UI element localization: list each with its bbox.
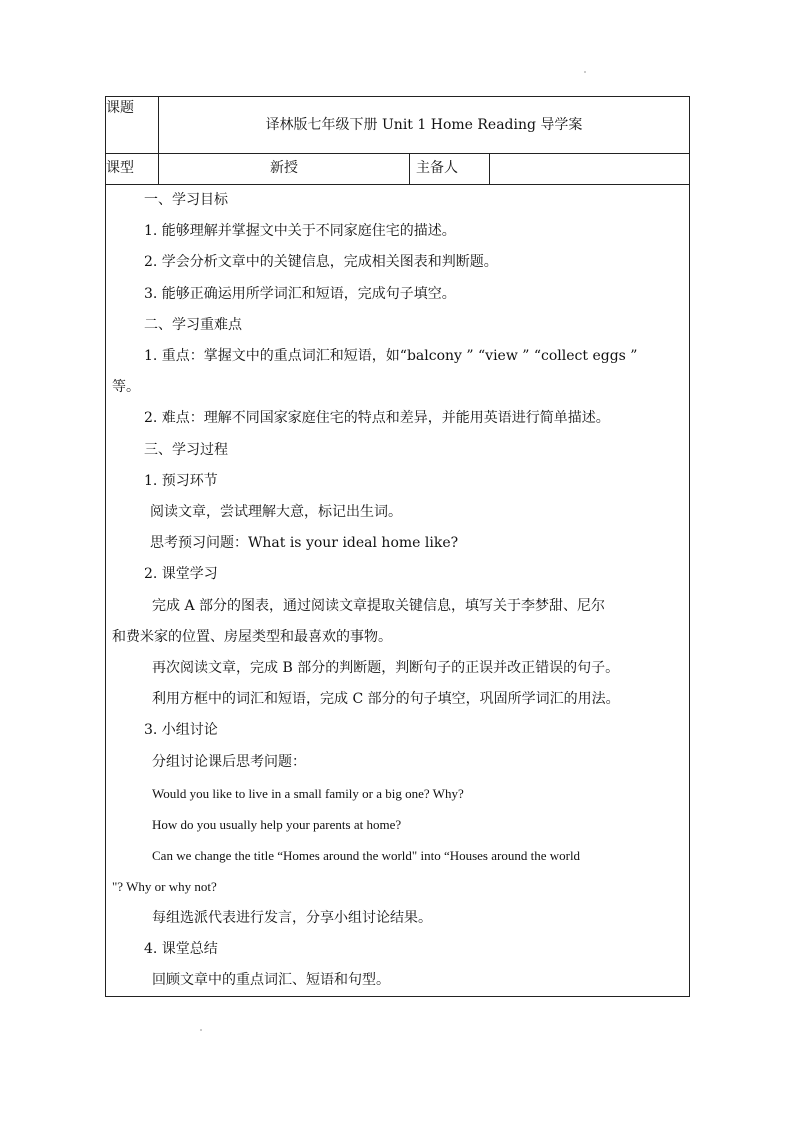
discussion-intro: 分组讨论课后思考问题： (152, 753, 306, 770)
step-heading-discussion: 3. 小组讨论 (144, 722, 218, 739)
class-task-a: 完成 A 部分的图表，通过阅读文章提取关键信息，填写关于李梦甜、尼尔 (152, 597, 606, 614)
class-task-b: 再次阅读文章，完成 B 部分的判断题，判断句子的正误并改正错误的句子。 (152, 660, 620, 677)
class-task-a-cont: 和费米家的位置、房屋类型和最喜欢的事物。 (112, 628, 392, 645)
type-label: 课型 (106, 154, 159, 185)
step-heading-summary: 4. 课堂总结 (144, 940, 218, 957)
discussion-end: 每组选派代表进行发言，分享小组讨论结果。 (152, 909, 432, 926)
scan-speck (584, 71, 586, 73)
content-cell (106, 185, 690, 997)
summary-text: 回顾文章中的重点词汇、短语和句型。 (152, 972, 390, 989)
discussion-question: Can we change the title “Homes around the world" into “Houses around the world (152, 848, 581, 864)
preview-question: 思考预习问题：What is your ideal home like? (150, 535, 459, 552)
key-point-item: 1. 重点：掌握文中的重点词汇和短语，如“balcony ” “view ” “collect eggs ” (144, 348, 638, 365)
preview-text: 阅读文章，尝试理解大意，标记出生词。 (150, 504, 402, 521)
lesson-title: 译林版七年级下册 Unit 1 Home Reading 导学案 (159, 97, 690, 154)
key-point-item-cont: 等。 (112, 379, 140, 396)
type-value: 新授 (159, 154, 410, 185)
section-heading-key-points: 二、学习重难点 (144, 316, 242, 333)
objective-item: 3. 能够正确运用所学词汇和短语，完成句子填空。 (144, 285, 456, 302)
scan-speck (200, 1029, 202, 1031)
discussion-question: How do you usually help your parents at home? (152, 817, 402, 833)
lead-teacher-value (490, 154, 690, 185)
step-heading-preview: 1. 预习环节 (144, 472, 218, 489)
lesson-plan-table (105, 96, 690, 997)
section-heading-objectives: 一、学习目标 (144, 192, 228, 208)
difficulty-item: 2. 难点：理解不同国家家庭住宅的特点和差异，并能用英语进行简单描述。 (144, 410, 610, 427)
step-heading-class: 2. 课堂学习 (144, 566, 218, 583)
discussion-question-cont: "? Why or why not? (112, 879, 217, 895)
section-heading-process: 三、学习过程 (144, 441, 228, 458)
objective-item: 2. 学会分析文章中的关键信息，完成相关图表和判断题。 (144, 254, 498, 271)
title-row (106, 97, 690, 154)
type-row (106, 154, 690, 185)
content-row (106, 185, 690, 997)
lead-teacher-label: 主备人 (410, 154, 490, 185)
discussion-question: Would you like to live in a small family or a big one? Why? (152, 785, 464, 801)
class-task-c: 利用方框中的词汇和短语，完成 C 部分的句子填空，巩固所学词汇的用法。 (152, 691, 620, 708)
objective-item: 1. 能够理解并掌握文中关于不同家庭住宅的描述。 (144, 223, 456, 240)
topic-label: 课题 (106, 97, 159, 154)
